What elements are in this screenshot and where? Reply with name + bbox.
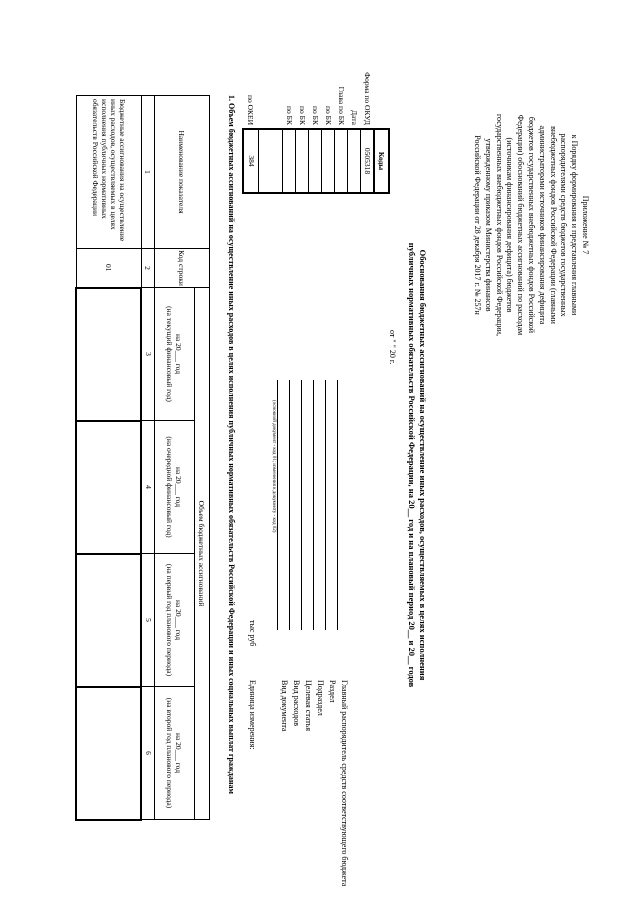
codes-value[interactable] [296, 129, 309, 193]
codes-value[interactable] [309, 129, 322, 193]
value-cell[interactable] [77, 554, 142, 687]
value-cell[interactable] [77, 421, 142, 554]
col-header-code: Код строки [155, 249, 210, 288]
col-header-year-plan2: на 20___ год (на второй год планового периода) [155, 687, 195, 820]
appendix-block [471, 60, 590, 390]
unit-value: тыс руб [248, 620, 257, 647]
codes-label: по БК [311, 106, 320, 125]
field-line [277, 380, 278, 630]
value-cell[interactable] [77, 687, 142, 820]
appendix-line: (источникам финансирования дефицита) бюджетов [505, 137, 515, 313]
appendix-line: утвержденному приказом Министерства финансов [483, 138, 493, 312]
unit-label: Единица измерения: [248, 680, 257, 750]
appendix-line: бюджетов государственных внебюджетных фондов Российской [527, 116, 537, 334]
title-line-1: Обоснования бюджетных ассигнований на осуществление иных расходов, осуществляемых в целях исполнения [418, 249, 428, 681]
col-number: 6 [142, 687, 155, 820]
field-label-expense-type: Вид расходов [292, 680, 301, 726]
field-line [325, 380, 326, 630]
field-label-distributor: Главный распорядитель средств соответствующего бюджета [340, 680, 349, 887]
appendix-line: к Порядку формирования и представления главными [570, 134, 580, 316]
col-header-year-next: на 20___ год (на очередной финансовый год) [155, 421, 195, 554]
appendix-line: администраторами источников финансирования дефицита [537, 125, 547, 325]
appendix-line: Российской Федерации от 28 декабря 2017 г. № 257н [473, 135, 483, 315]
codes-value[interactable] [348, 129, 361, 193]
codes-table [242, 60, 390, 194]
field-line [289, 380, 290, 630]
codes-value[interactable] [283, 129, 296, 193]
field-line [337, 380, 338, 630]
codes-value[interactable] [322, 129, 335, 193]
codes-label: по ОКЕИ [246, 94, 256, 125]
col-header-year-plan1: на 20___ год (на первый год планового периода) [155, 554, 195, 687]
codes-value[interactable] [335, 129, 348, 193]
codes-label: по БК [324, 106, 333, 125]
section-heading: 1. Объем бюджетных ассигнований на осуществление иных расходов в целях исполнения публичных нормативных обязательств Российской Федерации и иных социальных выплат гражданам [227, 95, 236, 794]
doc-type-note: (основной документ - код 01; изменения к документу - код 02) [271, 400, 276, 533]
col-number: 5 [142, 554, 155, 687]
row-name: Бюджетные ассигнования на осуществление иных расходов, осуществляемых в целях исполнения публичных нормативных обязательств Российской Федерации [77, 96, 142, 249]
col-header-name: Наименование показателя [155, 96, 210, 249]
codes-value[interactable]: 384 [243, 129, 259, 193]
col-number: 4 [142, 421, 155, 554]
codes-label: Глава по БК [337, 86, 346, 125]
field-label-subsection: Подраздел [316, 680, 325, 716]
field-label-doc-type: Вид документа [280, 680, 289, 732]
document-title [407, 230, 428, 700]
field-label-section: Раздел [328, 680, 337, 703]
col-number: 3 [142, 288, 155, 421]
budget-table [76, 95, 211, 821]
field-line [301, 380, 302, 630]
codes-label: Форма по ОКУД [363, 72, 372, 125]
appendix-line: Приложение № 7 [581, 195, 590, 255]
codes-value[interactable]: 0505318 [361, 129, 374, 193]
codes-label: по БК [298, 106, 307, 125]
field-line [313, 380, 314, 630]
value-cell[interactable] [77, 288, 142, 421]
title-line-2: публичных нормативных обязательств Российской Федерации, на 20__ год и на плановый период 20__ и 20__ годов [407, 242, 418, 688]
col-header-year-current: на 20___ год (на текущий финансовый год) [155, 288, 195, 421]
document-date: от " " 20 г. [388, 330, 397, 365]
codes-label: Дата [350, 110, 359, 125]
field-label-target-item: Целевая статья [304, 680, 313, 732]
codes-value[interactable] [259, 129, 283, 193]
col-number: 1 [142, 96, 155, 249]
codes-label: по БК [285, 106, 294, 125]
appendix-line: государственных внебюджетных фондов Российской Федерации, [494, 113, 504, 337]
col-header-group: Объем бюджетных ассигнований [195, 288, 210, 820]
appendix-line: внебюджетных фондов Российской Федерации (главными [548, 126, 558, 324]
col-number: 2 [142, 249, 155, 288]
codes-header: Коды [374, 129, 389, 193]
row-code: 01 [77, 249, 142, 288]
codes-block [230, 60, 390, 220]
appendix-line: Федерации) обоснований бюджетных ассигнований по расходам [516, 114, 526, 336]
codes-label [259, 60, 283, 129]
appendix-line: распорядителями средств бюджетов государственных [559, 133, 569, 317]
